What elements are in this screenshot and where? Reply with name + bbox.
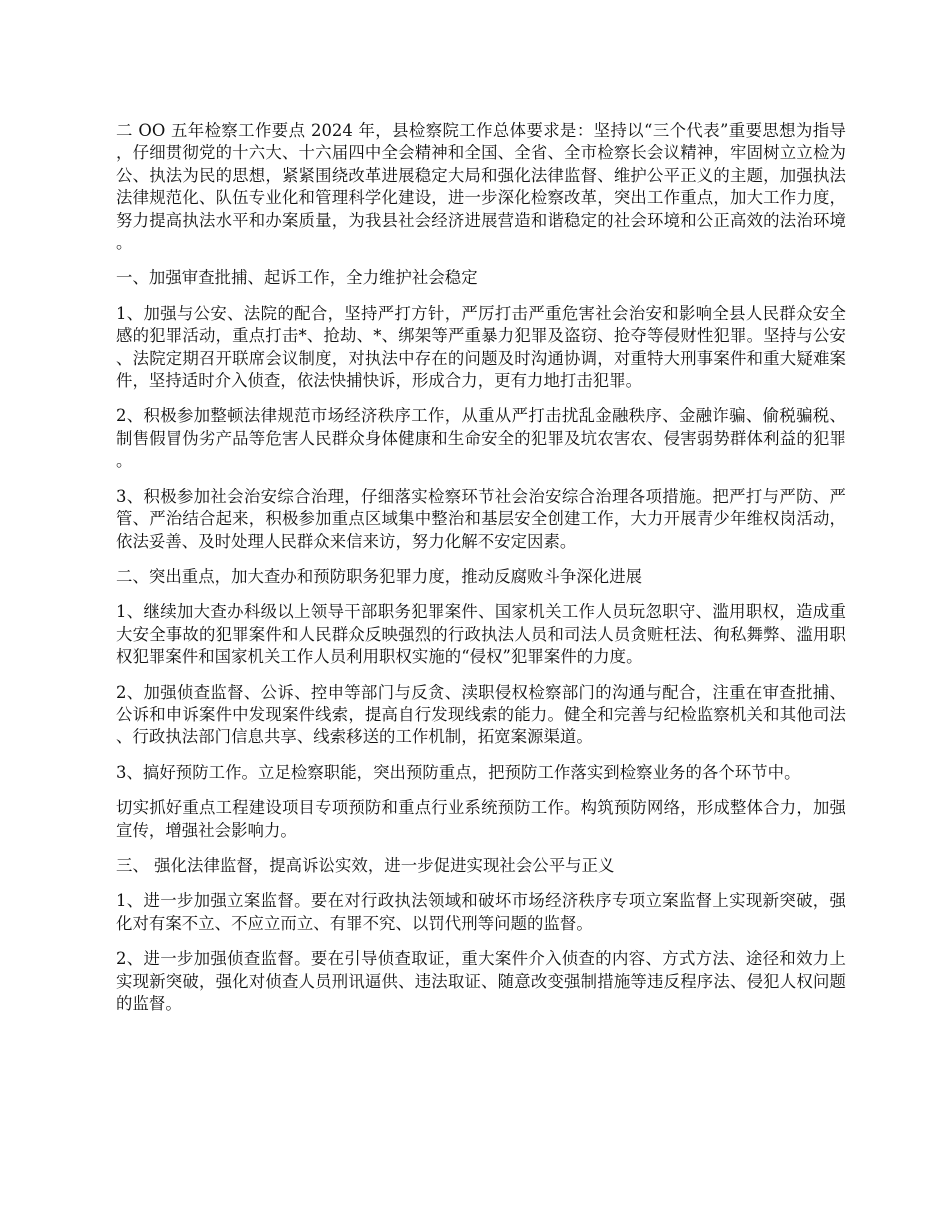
paragraph-2-1: 1、继续加大查办科级以上领导干部职务犯罪案件、国家机关工作人员玩忽职守、滥用职权，造成重大安全事故的犯罪案件和人民群众反映强烈的行政执法人员和司法人员贪赃枉法、徇私舞弊、滥用职权犯罪案件和国家机关工作人员利用职权实施的“侵权”犯罪案件的力度。 <box>116 602 846 667</box>
document-page <box>116 120 846 1028</box>
section-heading-2: 二、突出重点，加大查办和预防职务犯罪力度，推动反腐败斗争深化进展 <box>116 566 643 586</box>
paragraph-1-3: 3、积极参加社会治安综合治理，仔细落实检察环节社会治安综合治理各项措施。把严打与严防、严管、严治结合起来，积极参加重点区域集中整治和基层安全创建工作，大力开展青少年维权岗活动，依法妥善、及时处理人民群众来信来访，努力化解不安定因素。 <box>116 486 846 551</box>
paragraph-3-2: 2、进一步加强侦查监督。要在引导侦查取证，重大案件介入侦查的内容、方式方法、途径和效力上实现新突破，强化对侦查人员刑讯逼供、违法取证、随意改变强制措施等违反程序法、侵犯人权问题的监督。 <box>116 949 846 1013</box>
section-heading-3: 三、 强化法律监督，提高诉讼实效，进一步促进实现社会公平与正义 <box>116 855 615 875</box>
paragraph-2-2: 2、加强侦查监督、公诉、控申等部门与反贪、渎职侵权检察部门的沟通与配合，注重在审查批捕、公诉和申诉案件中发现案件线索，提高自行发现线索的能力。健全和完善与纪检监察机关和其他司法、行政执法部门信息共享、线索移送的工作机制，拓宽案源渠道。 <box>116 682 846 747</box>
paragraph-2-3: 3、搞好预防工作。立足检察职能，突出预防重点，把预防工作落实到检察业务的各个环节中。 <box>116 762 801 782</box>
paragraph-1-2: 2、积极参加整顿法律规范市场经济秩序工作，从重从严打击扰乱金融秩序、金融诈骗、偷税骗税、制售假冒伪劣产品等危害人民群众身体健康和生命安全的犯罪及坑农害农、侵害弱势群体利益的犯罪。 <box>116 406 846 471</box>
paragraph-2-4: 切实抓好重点工程建设项目专项预防和重点行业系统预防工作。构筑预防网络，形成整体合力，加强宣传，增强社会影响力。 <box>116 798 846 840</box>
paragraph-3-1: 1、进一步加强立案监督。要在对行政执法领域和破坏市场经济秩序专项立案监督上实现新突破，强化对有案不立、不应立而立、有罪不究、以罚代刑等问题的监督。 <box>116 891 846 933</box>
section-heading-1: 一、加强审查批捕、起诉工作，全力维护社会稳定 <box>116 268 478 288</box>
intro-paragraph: 二 OO 五年检察工作要点 2024 年，县检察院工作总体要求是：坚持以“三个代表”重要思想为指导，仔细贯彻党的十六大、十六届四中全会精神和全国、全省、全市检察长会议精神，牢固树立立检为公、执法为民的思想，紧紧围绕改革进展稳定大局和强化法律监督、维护公平正义的主题，加强执法法律规范化、队伍专业化和管理科学化建设，进一步深化检察改革，突出工作重点，加大工作力度，努力提高执法水平和办案质量，为我县社会经济进展营造和谐稳定的社会环境和公正高效的法治环境。 <box>116 121 846 253</box>
paragraph-1-1: 1、加强与公安、法院的配合，坚持严打方针，严厉打击严重危害社会治安和影响全县人民群众安全感的犯罪活动，重点打击*、抢劫、*、绑架等严重暴力犯罪及盗窃、抢夺等侵财性犯罪。坚持与公安、法院定期召开联席会议制度，对执法中存在的问题及时沟通协调，对重特大刑事案件和重大疑难案件，坚持适时介入侦查，依法快捕快诉，形成合力，更有力地打击犯罪。 <box>116 303 846 391</box>
